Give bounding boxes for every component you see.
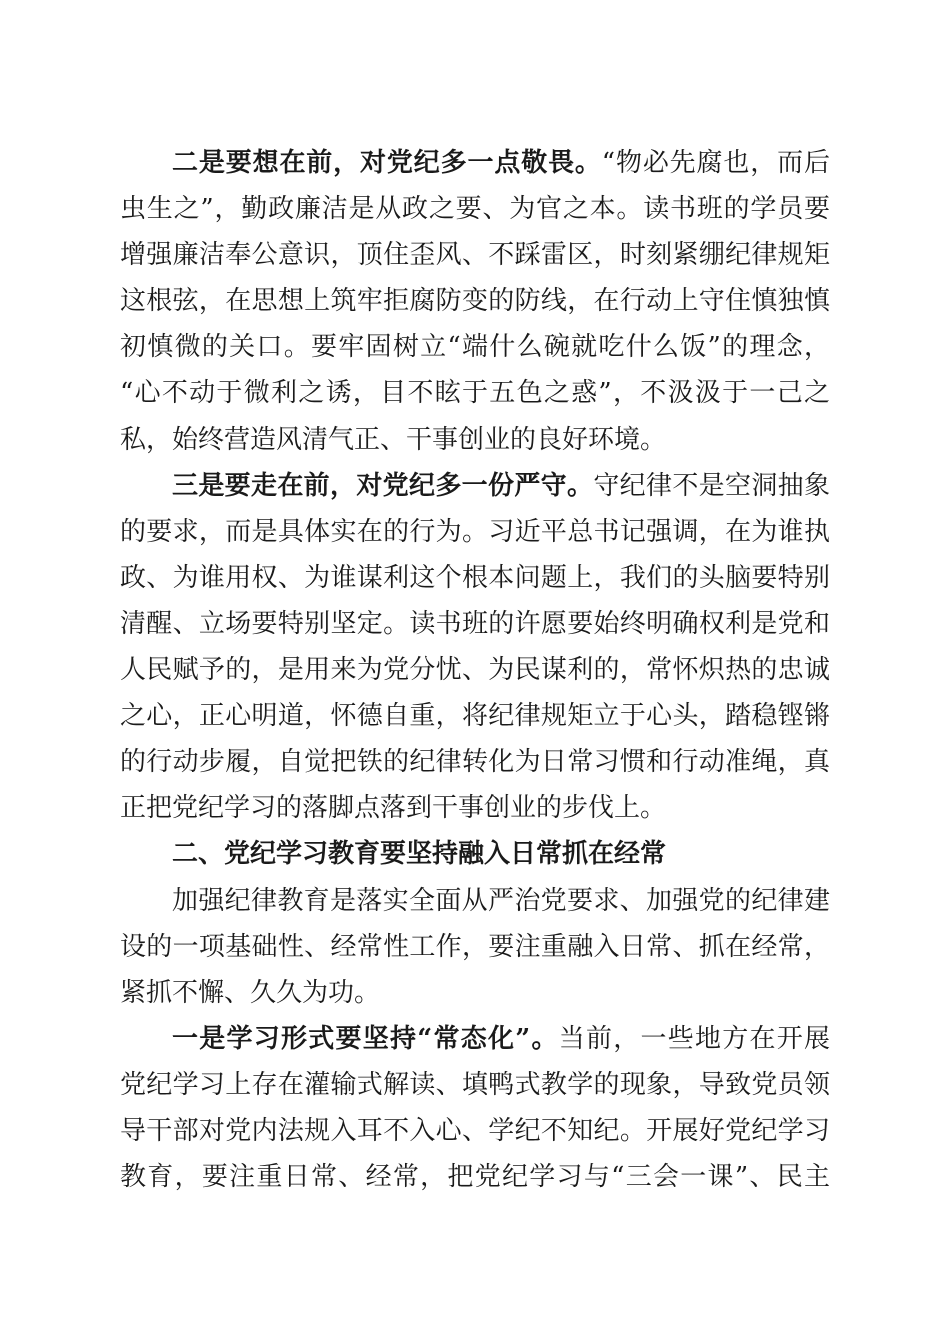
paragraph-1-line-1 [120, 140, 830, 186]
paragraph-1-line-1-text: “物必先腐也，而后 [601, 148, 830, 178]
paragraph-2-line-2: 的要求，而是具体实在的行为。习近平总书记强调，在为谁执 [120, 516, 830, 547]
paragraph-3-line-3: 紧抓不懈、久久为功。 [120, 977, 381, 1008]
paragraph-1-line-4: 这根弦，在思想上筑牢拒腐防变的防线，在行动上守住慎独慎 [120, 286, 830, 317]
paragraph-2-line-1 [120, 463, 830, 509]
paragraph-1-line-5: 初慎微的关口。要牢固树立“端什么碗就吃什么饭”的理念， [120, 332, 830, 363]
paragraph-3-line-1: 加强纪律教育是落实全面从严治党要求、加强党的纪律建 [172, 885, 830, 916]
paragraph-1-line-3: 增强廉洁奉公意识，顶住歪风、不踩雷区，时刻紧绷纪律规矩 [120, 240, 830, 271]
paragraph-2-line-3: 政、为谁用权、为谁谋利这个根本问题上，我们的头脑要特别 [120, 562, 830, 593]
paragraph-2-line-4: 清醒、立场要特别坚定。读书班的许愿要始终明确权利是党和 [120, 608, 830, 639]
paragraph-4-line-3: 导干部对党内法规入耳不入心、学纪不知纪。开展好党纪学习 [120, 1115, 830, 1146]
paragraph-2-line-1-text: 守纪律不是空洞抽象 [593, 470, 830, 501]
paragraph-4-line-1 [120, 1016, 830, 1062]
paragraph-3-line-2: 设的一项基础性、经常性工作，要注重融入日常、抓在经常， [120, 931, 830, 962]
paragraph-2-line-8: 正把党纪学习的落脚点落到干事创业的步伐上。 [120, 793, 667, 824]
paragraph-4-line-4: 教育，要注重日常、经常，把党纪学习与“三会一课”、民主 [120, 1162, 830, 1193]
paragraph-1-lead: 二是要想在前，对党纪多一点敬畏。 [172, 148, 602, 178]
paragraph-1-line-7: 私，始终营造风清气正、干事创业的良好环境。 [120, 424, 667, 455]
paragraph-1-line-2: 虫生之”，勤政廉洁是从政之要、为官之本。读书班的学员要 [120, 194, 830, 225]
paragraph-4-line-2: 党纪学习上存在灌输式解读、填鸭式教学的现象，导致党员领 [120, 1069, 830, 1100]
paragraph-2-line-7: 的行动步履，自觉把铁的纪律转化为日常习惯和行动准绳，真 [120, 747, 830, 778]
paragraph-2-lead: 三是要走在前，对党纪多一份严守。 [172, 470, 594, 501]
paragraph-1-line-6: “心不动于微利之诱，目不眩于五色之惑”，不汲汲于一己之 [120, 378, 830, 409]
paragraph-2-line-5: 人民赋予的，是用来为党分忧、为民谋利的，常怀炽热的忠诚 [120, 655, 830, 686]
paragraph-2-line-6: 之心，正心明道，怀德自重，将纪律规矩立于心头，踏稳铿锵 [120, 701, 830, 732]
paragraph-4-lead: 一是学习形式要坚持“常态化”。 [172, 1023, 559, 1054]
section-heading: 二、党纪学习教育要坚持融入日常抓在经常 [172, 839, 667, 870]
document-body [120, 140, 830, 1200]
paragraph-4-line-1-text: 当前，一些地方在开展 [558, 1023, 830, 1054]
